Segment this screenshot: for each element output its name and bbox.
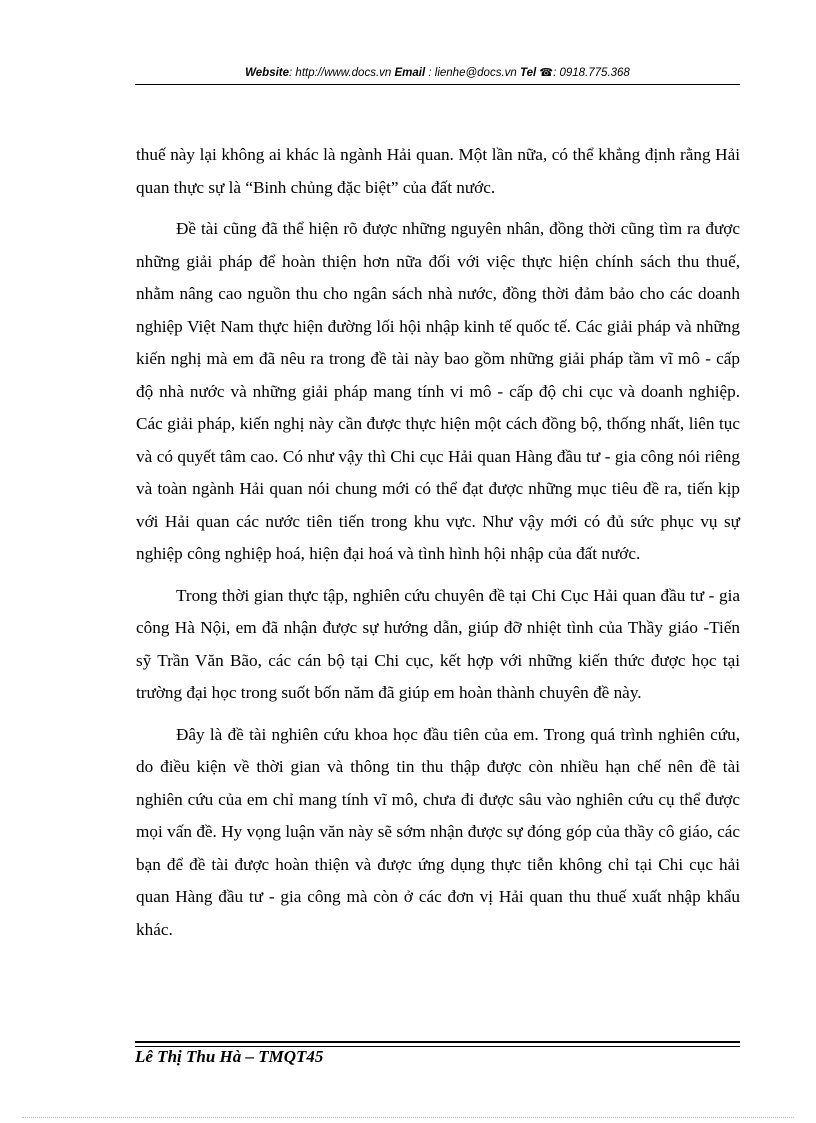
page-bottom-dotted-line <box>22 1117 794 1118</box>
paragraph-solutions: Đề tài cũng đã thể hiện rõ được những nguyên nhân, đồng thời cũng tìm ra được những giải pháp để hoàn thiện hơn nữa đối với việc thực hiện chính sách thu thuế, nhằm nâng cao nguồn thu cho ngân sách nhà nước, đồng thời đảm bảo cho các doanh nghiệp Việt Nam thực hiện đường lối hội nhập kinh tế quốc tế. Các giải pháp và những kiến nghị mà em đã nêu ra trong đề tài này bao gồm những giải pháp tầm vĩ mô - cấp độ nhà nước và những giải pháp mang tính vi mô - cấp độ chi cục và doanh nghiệp. Các giải pháp, kiến nghị này cần được thực hiện một cách đồng bộ, thống nhất, liên tục và có quyết tâm cao. Có như vậy thì Chi cục Hải quan Hàng đầu tư - gia công nói riêng và toàn ngành Hải quan nói chung mới có thể đạt được những mục tiêu đề ra, tiến kịp với Hải quan các nước tiên tiến trong khu vực. Như vậy mới có đủ sức phục vụ sự nghiệp công nghiệp hoá, hiện đại hoá và tình hình hội nhập của đất nước. <box>136 219 740 563</box>
tel-label: Tel <box>519 67 537 79</box>
email-separator: : <box>425 67 435 79</box>
email-label: Email <box>394 67 426 79</box>
header-divider <box>135 84 740 85</box>
tel-separator: : <box>553 67 560 79</box>
website-separator: : <box>289 67 296 79</box>
email-link[interactable]: lienhe@docs.vn <box>434 67 517 79</box>
paragraph-acknowledgement: Trong thời gian thực tập, nghiên cứu chuyên đề tại Chi Cục Hải quan đầu tư - gia công Hà Nội, em đã nhận được sự hướng dẫn, giúp đỡ nhiệt tình của Thầy giáo -Tiến sỹ Trần Văn Bão, các cán bộ tại Chi cục, kết hợp với những kiến thức được học tại trường đại học trong suốt bốn năm đã giúp em hoàn thành chuyên đề này. <box>136 585 740 702</box>
tel-number: 0918.775.368 <box>559 67 630 79</box>
page-header <box>135 66 740 79</box>
phone-icon: ☎ <box>539 67 554 79</box>
document-body <box>136 139 740 955</box>
website-label: Website <box>245 67 290 79</box>
footer-author: Lê Thị Thu Hà – TMQT45 <box>135 1047 324 1066</box>
paragraph-limitations: Đây là đề tài nghiên cứu khoa học đầu tiên của em. Trong quá trình nghiên cứu, do điều kiện về thời gian và thông tin thu thập được còn nhiều hạn chế nên đề tài nghiên cứu của em chỉ mang tính vĩ mô, chưa đi được sâu vào nghiên cứu cụ thể được mọi vấn đề. Hy vọng luận văn này sẽ sớm nhận được sự đóng góp của thầy cô giáo, các bạn để đề tài được hoàn thiện và được ứng dụng thực tiễn không chỉ tại Chi cục hải quan Hàng đầu tư - gia công mà còn ở các đơn vị Hải quan thu thuế xuất nhập khẩu khác. <box>136 724 740 939</box>
website-link[interactable]: http://www.docs.vn <box>295 67 392 79</box>
paragraph-continuation: thuế này lại không ai khác là ngành Hải quan. Một lần nữa, có thể khẳng định rằng Hải quan thực sự là “Binh chủng đặc biệt” của đất nước. <box>136 145 740 197</box>
footer-divider-thick <box>135 1041 740 1043</box>
